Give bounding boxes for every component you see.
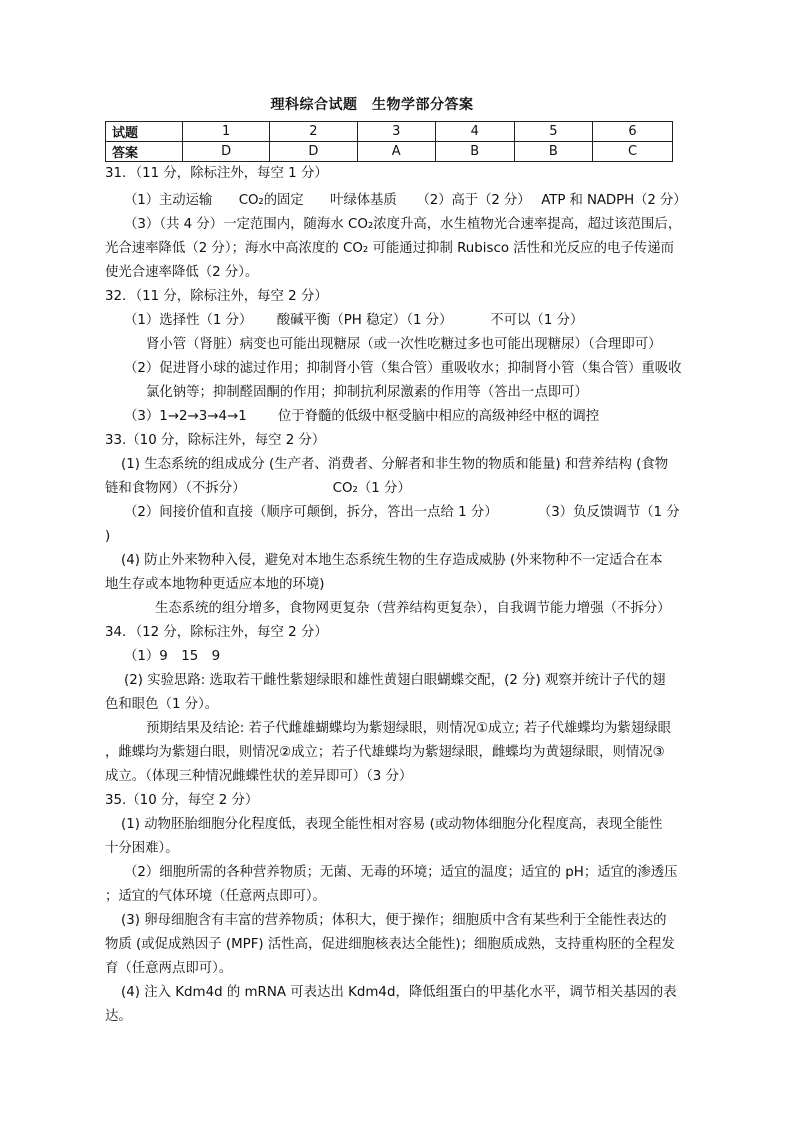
answer-line: 物质 (或促成熟因子 (MPF) 活性高，促进细胞核表达全能性)；细胞质成熟，支持重构胚的全程发: [105, 937, 675, 952]
table-cell: 3: [357, 122, 435, 142]
question-32-heading: 32．（11 分，除标注外，每空 2 分）: [105, 289, 328, 304]
answer-line: （1）9 15 9: [124, 649, 221, 664]
answer-line: ；适宜的气体环境（任意两点即可）。: [105, 889, 326, 904]
answer-line: （2）细胞所需的各种营养物质；无菌、无毒的环境；适宜的温度；适宜的 pH；适宜的渗透压: [124, 865, 678, 880]
table-cell: B: [514, 142, 593, 162]
answer-table: [105, 121, 673, 162]
answer-line: 地生存或本地物种更适应本地的环境): [105, 577, 325, 592]
table-cell: 5: [514, 122, 593, 142]
answer-line: (2) 实验思路: 选取若干雌性紫翅绿眼和雄性黄翅白眼蝴蝶交配，(2 分) 观察并统计子代的翅: [124, 673, 666, 688]
question-35-heading: 35.（10 分，每空 2 分）: [105, 793, 259, 808]
table-row: [106, 142, 673, 162]
answer-line: (1) 动物胚胎细胞分化程度低，表现全能性相对容易 (或动物体细胞分化程度高，表现全能性: [121, 817, 663, 832]
answer-line: 链和食物网）（不拆分） CO₂（1 分）: [105, 481, 411, 496]
answer-line: 生态系统的组分增多，食物网更复杂（营养结构更复杂），自我调节能力增强（不拆分）: [155, 601, 671, 616]
table-cell: D: [183, 142, 270, 162]
answer-line: （3）（共 4 分）一定范围内，随海水 CO₂浓度升高，水生植物光合速率提高，超过该范围后，: [124, 217, 682, 232]
answer-line: (4) 注入 Kdm4d 的 mRNA 可表达出 Kdm4d，降低组蛋白的甲基化水平，调节相关基因的表: [121, 985, 677, 1000]
answer-line: 预期结果及结论: 若子代雌雄蝴蝶均为紫翅绿眼，则情况①成立; 若子代雄蝶均为紫翅绿眼: [146, 721, 671, 736]
answer-line: 成立。（体现三种情况雌蝶性状的差异即可）（3 分）: [105, 769, 413, 784]
table-cell: C: [593, 142, 673, 162]
answer-line: 十分困难）。: [105, 841, 179, 856]
answer-line: 达。: [105, 1009, 132, 1024]
answer-line: 色和眼色（1 分）。: [105, 697, 219, 712]
page-title: 理科综合试题 生物学部分答案: [270, 97, 474, 113]
answer-line: (3) 卵母细胞含有丰富的营养物质；体积大，便于操作；细胞质中含有某些利于全能性表达的: [121, 913, 667, 928]
answer-line: 使光合速率降低（2 分）。: [105, 265, 259, 280]
answer-line: 肾小管（肾脏）病变也可能出现糖尿（或一次性吃糖过多也可能出现糖尿）（合理即可）: [146, 337, 662, 352]
table-cell: 4: [435, 122, 514, 142]
question-34-heading: 34．（12 分，除标注外，每空 2 分）: [105, 625, 328, 640]
answer-line: （1）选择性（1 分） 酸碱平衡（PH 稳定）（1 分） 不可以（1 分）: [124, 313, 584, 328]
answer-line: （2）促进肾小球的滤过作用；抑制肾小管（集合管）重吸收水；抑制肾小管（集合管）重吸收: [124, 361, 682, 376]
answer-line: (4) 防止外来物种入侵，避免对本地生态系统生物的生存造成威胁 (外来物种不一定适合在本: [121, 553, 663, 568]
answer-line: 光合速率降低（2 分）；海水中高浓度的 CO₂ 可能通过抑制 Rubisco 活性和光反应的电子传递而: [105, 241, 674, 256]
table-cell: B: [435, 142, 514, 162]
answer-line: （2）间接价值和直接（顺序可颠倒，拆分，答出一点给 1 分） （3）负反馈调节（1 分: [124, 505, 680, 520]
answer-line: ): [105, 529, 111, 544]
answer-line: ，雌蝶均为紫翅白眼，则情况②成立；若子代雄蝶均为紫翅绿眼，雌蝶均为黄翅绿眼，则情况③: [105, 745, 665, 760]
table-header-label: 试题: [106, 122, 183, 142]
question-31-heading: 31．（11 分，除标注外，每空 1 分）: [105, 166, 328, 181]
answer-line: 氯化钠等；抑制醛固酮的作用；抑制抗利尿激素的作用等（答出一点即可）: [146, 385, 588, 400]
table-answer-label: 答案: [106, 142, 183, 162]
answer-line: （3）1→2→3→4→1 位于脊髓的低级中枢受脑中相应的高级神经中枢的调控: [124, 409, 600, 424]
answer-line: （1）主动运输 CO₂的固定 叶绿体基质 （2）高于（2 分） ATP 和 NADPH（2 分）: [124, 193, 687, 208]
table-row: [106, 122, 673, 142]
table-cell: D: [270, 142, 357, 162]
answer-line: 育（任意两点即可）。: [105, 961, 233, 976]
question-33-heading: 33.（10 分，除标注外，每空 2 分）: [105, 433, 326, 448]
table-cell: 2: [270, 122, 357, 142]
answer-line: (1) 生态系统的组成成分 (生产者、消费者、分解者和非生物的物质和能量) 和营养结构 (食物: [121, 457, 669, 472]
table-cell: 6: [593, 122, 673, 142]
table-cell: 1: [183, 122, 270, 142]
table-cell: A: [357, 142, 435, 162]
